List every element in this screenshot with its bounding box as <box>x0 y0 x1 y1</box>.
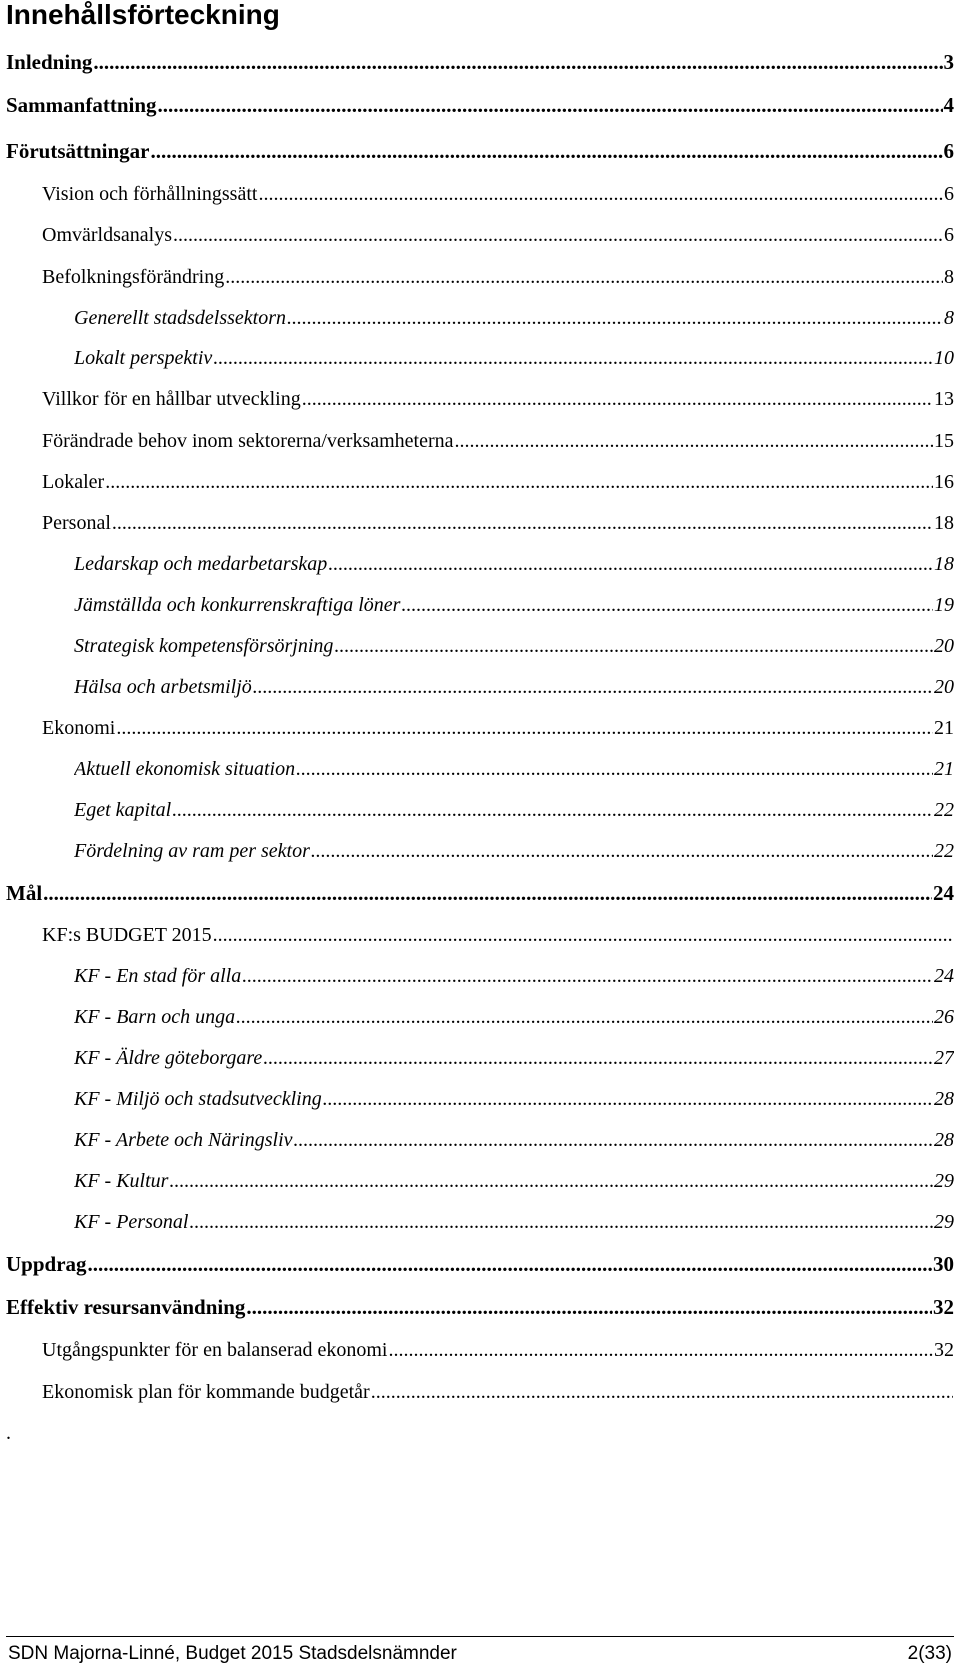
toc-entry-kf-arbete[interactable] <box>74 1125 954 1155</box>
toc-entry-label: Eget kapital <box>74 799 172 821</box>
stray-period-mark: . <box>6 1422 11 1444</box>
toc-entry-label: Hälsa och arbetsmiljö <box>74 676 252 698</box>
toc-page-number: 6 <box>944 183 954 205</box>
toc-dot-leader <box>189 1207 933 1237</box>
toc-entry-ledarskap[interactable] <box>74 549 954 579</box>
toc-page-number: 10 <box>934 347 954 369</box>
toc-entry-label: Fördelning av ram per sektor <box>74 840 310 862</box>
toc-entry-kf-en-stad[interactable] <box>74 961 954 991</box>
toc-entry-label: Ekonomi <box>42 717 116 739</box>
toc-dot-leader <box>253 672 933 702</box>
toc-page-number: 19 <box>934 594 954 616</box>
toc-entry-strategisk-kompetens[interactable] <box>74 631 954 661</box>
toc-entry-label: Ekonomisk plan för kommande budgetår <box>42 1381 370 1403</box>
toc-entry-label: Effektiv resursanvändning <box>6 1295 246 1319</box>
toc-dot-leader <box>236 1002 933 1032</box>
toc-page-number: 20 <box>934 676 954 698</box>
toc-dot-leader <box>112 508 933 538</box>
toc-entry-ekonomi[interactable] <box>42 713 954 743</box>
toc-entry-label: Befolkningsförändring <box>42 266 225 288</box>
toc-entry-kf-aldre[interactable] <box>74 1043 954 1073</box>
toc-entry-label: Omvärldsanalys <box>42 224 172 246</box>
toc-dot-leader <box>116 713 933 743</box>
toc-page-number: 18 <box>934 512 954 534</box>
toc-dot-leader <box>296 754 933 784</box>
toc-entry-label: Personal <box>42 512 111 534</box>
toc-entry-label: Lokaler <box>42 471 105 493</box>
toc-page-number: 16 <box>934 471 954 493</box>
toc-entry-villkor[interactable] <box>42 384 954 414</box>
toc-page-number: 27 <box>934 1047 954 1069</box>
toc-entry-mal[interactable] <box>6 878 954 908</box>
toc-page-number: 6 <box>944 224 954 246</box>
toc-entry-label: Uppdrag <box>6 1252 87 1276</box>
toc-dot-leader <box>311 836 933 866</box>
toc-entry-label: Utgångspunkter för en balanserad ekonomi <box>42 1339 388 1361</box>
toc-entry-utgangspunkter[interactable] <box>42 1335 954 1365</box>
toc-entry-forutsattningar[interactable] <box>6 136 954 166</box>
toc-page-number: 8 <box>944 266 954 288</box>
toc-entry-kf-kultur[interactable] <box>74 1166 954 1196</box>
toc-dot-leader <box>242 961 933 991</box>
toc-entry-omvarldsanalys[interactable] <box>42 220 954 250</box>
toc-page-number: 20 <box>934 635 954 657</box>
toc-page-number: 13 <box>934 388 954 410</box>
footer-document-title: SDN Majorna-Linné, Budget 2015 Stadsdelsnämnder <box>8 1643 457 1664</box>
toc-dot-leader <box>401 590 933 620</box>
toc-entry-label: KF - Kultur <box>74 1170 169 1192</box>
toc-entry-label: Mål <box>6 881 43 905</box>
footer-divider <box>6 1636 954 1637</box>
toc-dot-leader <box>151 136 943 166</box>
toc-page-number: 28 <box>934 1088 954 1110</box>
toc-page-number: 32 <box>933 1295 954 1319</box>
toc-entry-effektiv-resurs[interactable] <box>6 1292 954 1322</box>
toc-entry-kf-barn-unga[interactable] <box>74 1002 954 1032</box>
toc-entry-label: Generellt stadsdelssektorn <box>74 307 287 329</box>
toc-dot-leader <box>263 1043 933 1073</box>
toc-dot-leader <box>43 878 932 908</box>
toc-entry-label: Förändrade behov inom sektorerna/verksamheterna <box>42 430 454 452</box>
toc-entry-kf-personal[interactable] <box>74 1207 954 1237</box>
toc-entry-label: Inledning <box>6 50 93 74</box>
toc-entry-label: KF - Äldre göteborgare <box>74 1047 263 1069</box>
toc-entry-label: KF - Arbete och Näringsliv <box>74 1129 293 1151</box>
toc-entry-label: Jämställda och konkurrenskraftiga löner <box>74 594 401 616</box>
toc-entry-label: Sammanfattning <box>6 93 157 117</box>
toc-entry-ekonomisk-plan[interactable] <box>42 1377 954 1407</box>
toc-dot-leader <box>158 90 943 120</box>
toc-dot-leader <box>388 1335 933 1365</box>
toc-entry-aktuell-ekonomisk[interactable] <box>74 754 954 784</box>
toc-page-number: 8 <box>944 307 954 329</box>
toc-page-number: 18 <box>934 553 954 575</box>
toc-entry-label: Strategisk kompetensförsörjning <box>74 635 334 657</box>
toc-page-number: 21 <box>934 717 954 739</box>
toc-entry-label: KF - En stad för alla <box>74 965 242 987</box>
toc-dot-leader <box>328 549 933 579</box>
toc-entry-lokaler[interactable] <box>42 467 954 497</box>
toc-entry-forandrade-behov[interactable] <box>42 426 954 456</box>
toc-dot-leader <box>323 1084 933 1114</box>
toc-page-number: 28 <box>934 1129 954 1151</box>
toc-page-number: 26 <box>934 1006 954 1028</box>
toc-entry-halsa-arbetsmiljo[interactable] <box>74 672 954 702</box>
toc-page-number: 30 <box>933 1252 954 1276</box>
footer-page-indicator: 2(33) <box>907 1643 952 1664</box>
toc-dot-leader <box>213 343 933 373</box>
toc-entry-label: Ledarskap och medarbetarskap <box>74 553 328 575</box>
toc-dot-leader <box>258 179 943 209</box>
toc-page-number: 29 <box>934 1211 954 1233</box>
toc-entry-fordelning-ram[interactable] <box>74 836 954 866</box>
toc-dot-leader <box>287 303 943 333</box>
toc-page-number: 24 <box>934 965 954 987</box>
page-title: Innehållsförteckning <box>6 0 280 30</box>
toc-dot-leader <box>173 220 943 250</box>
toc-dot-leader <box>225 262 943 292</box>
toc-page-number: 4 <box>943 93 954 117</box>
toc-entry-sammanfattning[interactable] <box>6 90 954 120</box>
toc-entry-jamstallda-loner[interactable] <box>74 590 954 620</box>
toc-entry-label: Aktuell ekonomisk situation <box>74 758 296 780</box>
toc-entry-generellt[interactable] <box>74 303 954 333</box>
toc-dot-leader <box>105 467 933 497</box>
toc-page-number: 21 <box>934 758 954 780</box>
toc-entry-label: Vision och förhållningssätt <box>42 183 258 205</box>
toc-dot-leader <box>93 47 942 77</box>
toc-entry-personal[interactable] <box>42 508 954 538</box>
toc-page-number: 6 <box>943 139 954 163</box>
toc-dot-leader <box>172 795 933 825</box>
toc-page-number: 29 <box>934 1170 954 1192</box>
toc-page-number: 3 <box>943 50 954 74</box>
toc-dot-leader <box>213 920 953 950</box>
toc-dot-leader <box>455 426 933 456</box>
toc-dot-leader <box>169 1166 933 1196</box>
toc-entry-label: KF - Barn och unga <box>74 1006 236 1028</box>
toc-entry-befolkningsforandring[interactable] <box>42 262 954 292</box>
toc-entry-kf-miljo[interactable] <box>74 1084 954 1114</box>
toc-dot-leader <box>334 631 933 661</box>
toc-entry-label: Förutsättningar <box>6 139 150 163</box>
toc-page-number: 22 <box>934 840 954 862</box>
toc-dot-leader <box>88 1249 932 1279</box>
toc-entry-label: KF:s BUDGET 2015 <box>42 924 212 946</box>
toc-entry-label: Lokalt perspektiv <box>74 347 213 369</box>
toc-dot-leader <box>294 1125 934 1155</box>
toc-dot-leader <box>302 384 933 414</box>
toc-entry-lokalt-perspektiv[interactable] <box>74 343 954 373</box>
toc-dot-leader <box>371 1377 953 1407</box>
toc-entry-label: Villkor för en hållbar utveckling <box>42 388 301 410</box>
toc-dot-leader <box>246 1292 932 1322</box>
toc-page-number: 15 <box>934 430 954 452</box>
toc-page-number: 32 <box>934 1339 954 1361</box>
toc-entry-uppdrag[interactable] <box>6 1249 954 1279</box>
toc-entry-vision[interactable] <box>42 179 954 209</box>
toc-entry-kfs-budget[interactable] <box>42 920 954 950</box>
toc-entry-inledning[interactable] <box>6 47 954 77</box>
toc-page-number: 24 <box>933 881 954 905</box>
toc-entry-label: KF - Miljö och stadsutveckling <box>74 1088 322 1110</box>
toc-entry-eget-kapital[interactable] <box>74 795 954 825</box>
toc-page-number: 22 <box>934 799 954 821</box>
toc-entry-label: KF - Personal <box>74 1211 189 1233</box>
